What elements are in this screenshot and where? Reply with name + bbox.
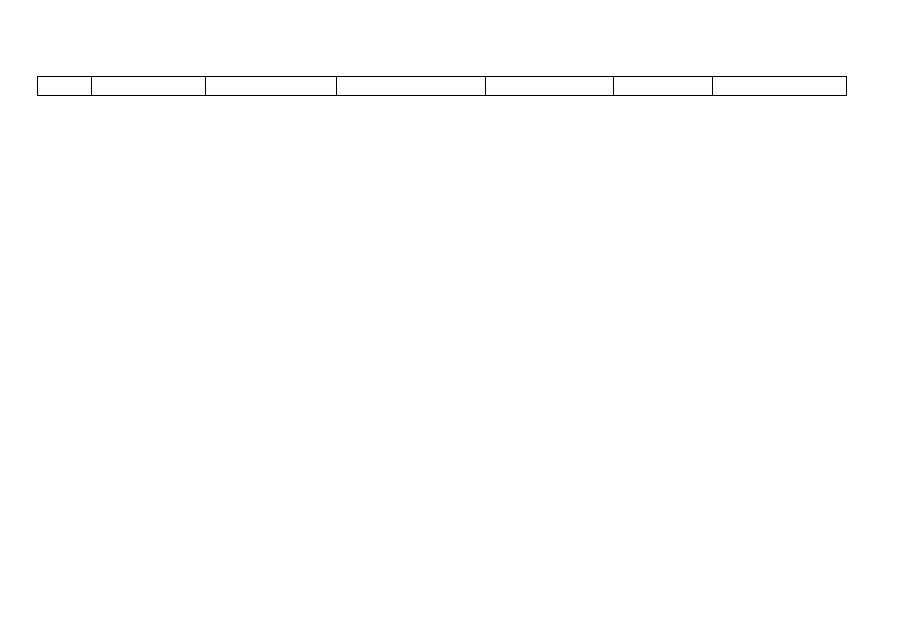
- header-row: [38, 77, 847, 96]
- column-header: [486, 77, 614, 96]
- column-header: [337, 77, 486, 96]
- staff-table: [37, 76, 847, 96]
- column-header: [713, 77, 847, 96]
- column-header: [38, 77, 92, 96]
- column-header: [92, 77, 206, 96]
- column-header: [206, 77, 337, 96]
- column-header: [614, 77, 713, 96]
